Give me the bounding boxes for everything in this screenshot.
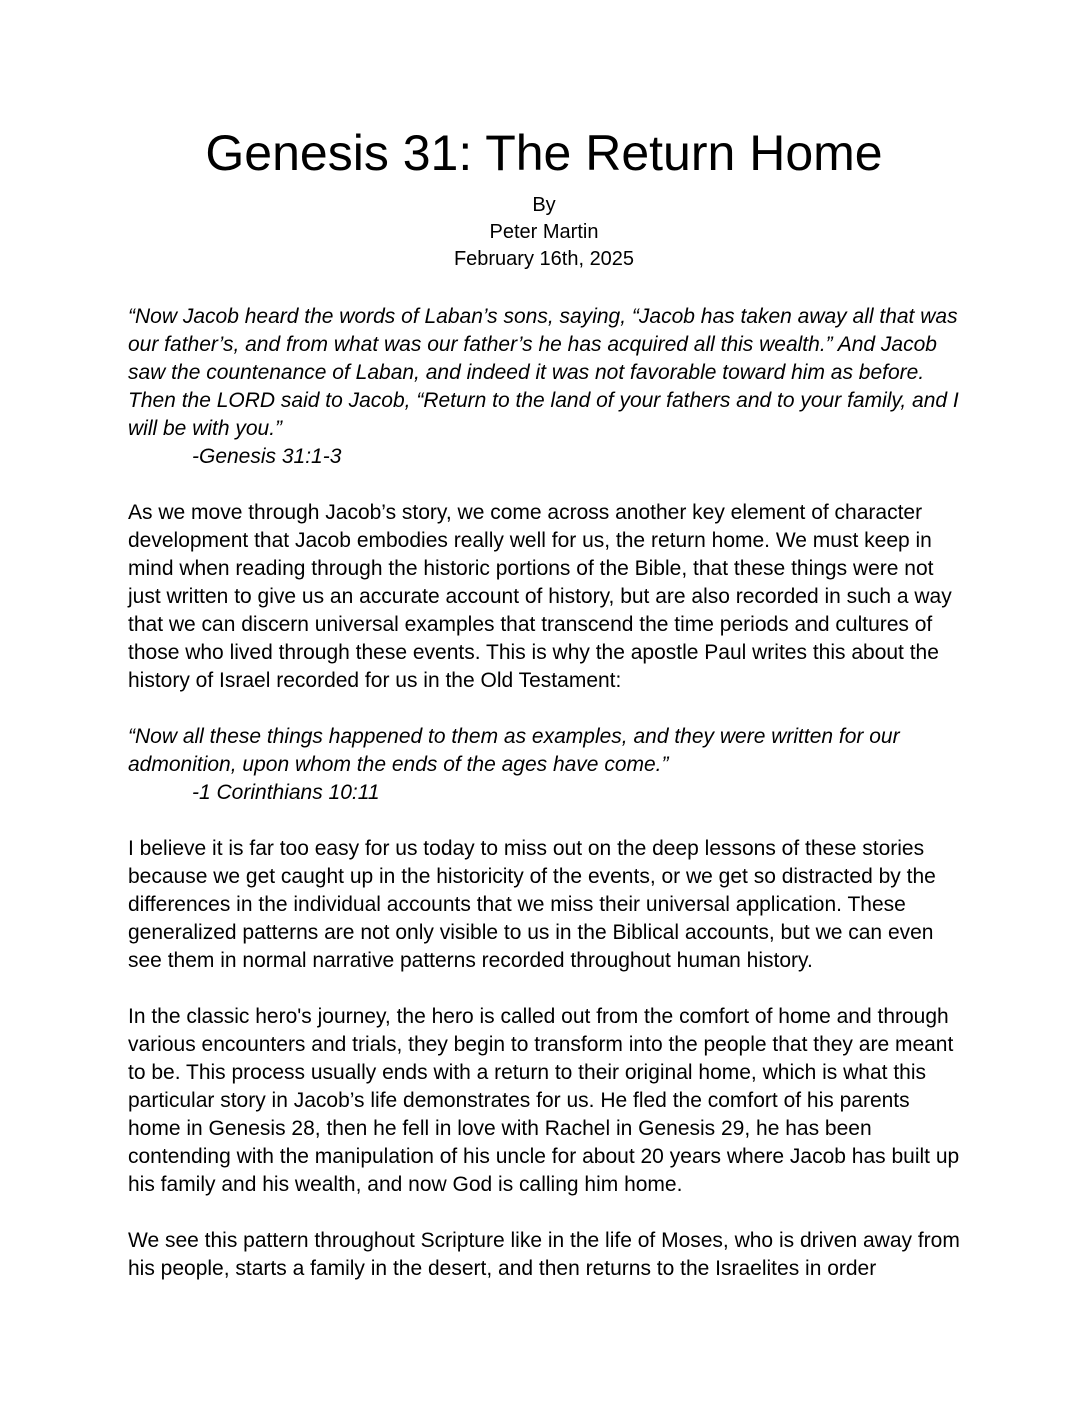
scripture-quote-genesis bbox=[128, 303, 960, 471]
paragraph: As we move through Jacob’s story, we come across another key element of character development that Jacob embodies really well for us, the return home. We must keep in mind when reading through the historic portions of the Bible, that these things were not just written to give us an accurate account of history, but are also recorded in such a way that we can discern universal examples that transcend the time periods and cultures of those who lived through these events. This is why the apostle Paul writes this about the history of Israel recorded for us in the Old Testament: bbox=[128, 501, 952, 692]
quote-citation: -Genesis 31:1-3 bbox=[192, 445, 342, 468]
paragraph: In the classic hero's journey, the hero is called out from the comfort of home and through various encounters and trials, they begin to transform into the people that they are meant to be. This process usually ends with a return to their original home, which is what this particular story in Jacob’s life demonstrates for us. He fled the comfort of his parents home in Genesis 28, then he fell in love with Rachel in Genesis 29, he has been contending with the manipulation of his uncle for about 20 years where Jacob has built up his family and his wealth, and now God is calling him home. bbox=[128, 1005, 960, 1196]
quote-citation: -1 Corinthians 10:11 bbox=[192, 781, 380, 804]
document-title: Genesis 31: The Return Home bbox=[205, 125, 883, 181]
byline bbox=[128, 192, 960, 273]
paragraph: We see this pattern throughout Scripture like in the life of Moses, who is driven away from his people, starts a family in the desert, and then returns to the Israelites in order bbox=[128, 1229, 960, 1280]
byline-author: Peter Martin bbox=[489, 221, 599, 243]
scripture-quote-corinthians bbox=[128, 723, 960, 807]
paragraph: I believe it is far too easy for us today to miss out on the deep lessons of these stories because we get caught up in the historicity of the events, or we get so distracted by the differences in the individual accounts that we miss their universal application. These generalized patterns are not only visible to us in the Biblical accounts, but we can even see them in normal narrative patterns recorded throughout human history. bbox=[128, 837, 936, 972]
byline-by: By bbox=[532, 194, 556, 216]
quote-text: “Now Jacob heard the words of Laban’s sons, saying, “Jacob has taken away all that was our father’s, and from what was our father’s he has acquired all this wealth.” And Jacob saw the countenance of Laban, and indeed it was not favorable toward him as before. Then the LORD said to Jacob, “Return to the land of your fathers and to your family, and I will be with you.” bbox=[128, 305, 959, 440]
document-body bbox=[128, 303, 960, 1283]
byline-date: February 16th, 2025 bbox=[453, 248, 635, 270]
quote-text: “Now all these things happened to them as examples, and they were written for our admonition, upon whom the ends of the ages have come.” bbox=[128, 725, 900, 776]
